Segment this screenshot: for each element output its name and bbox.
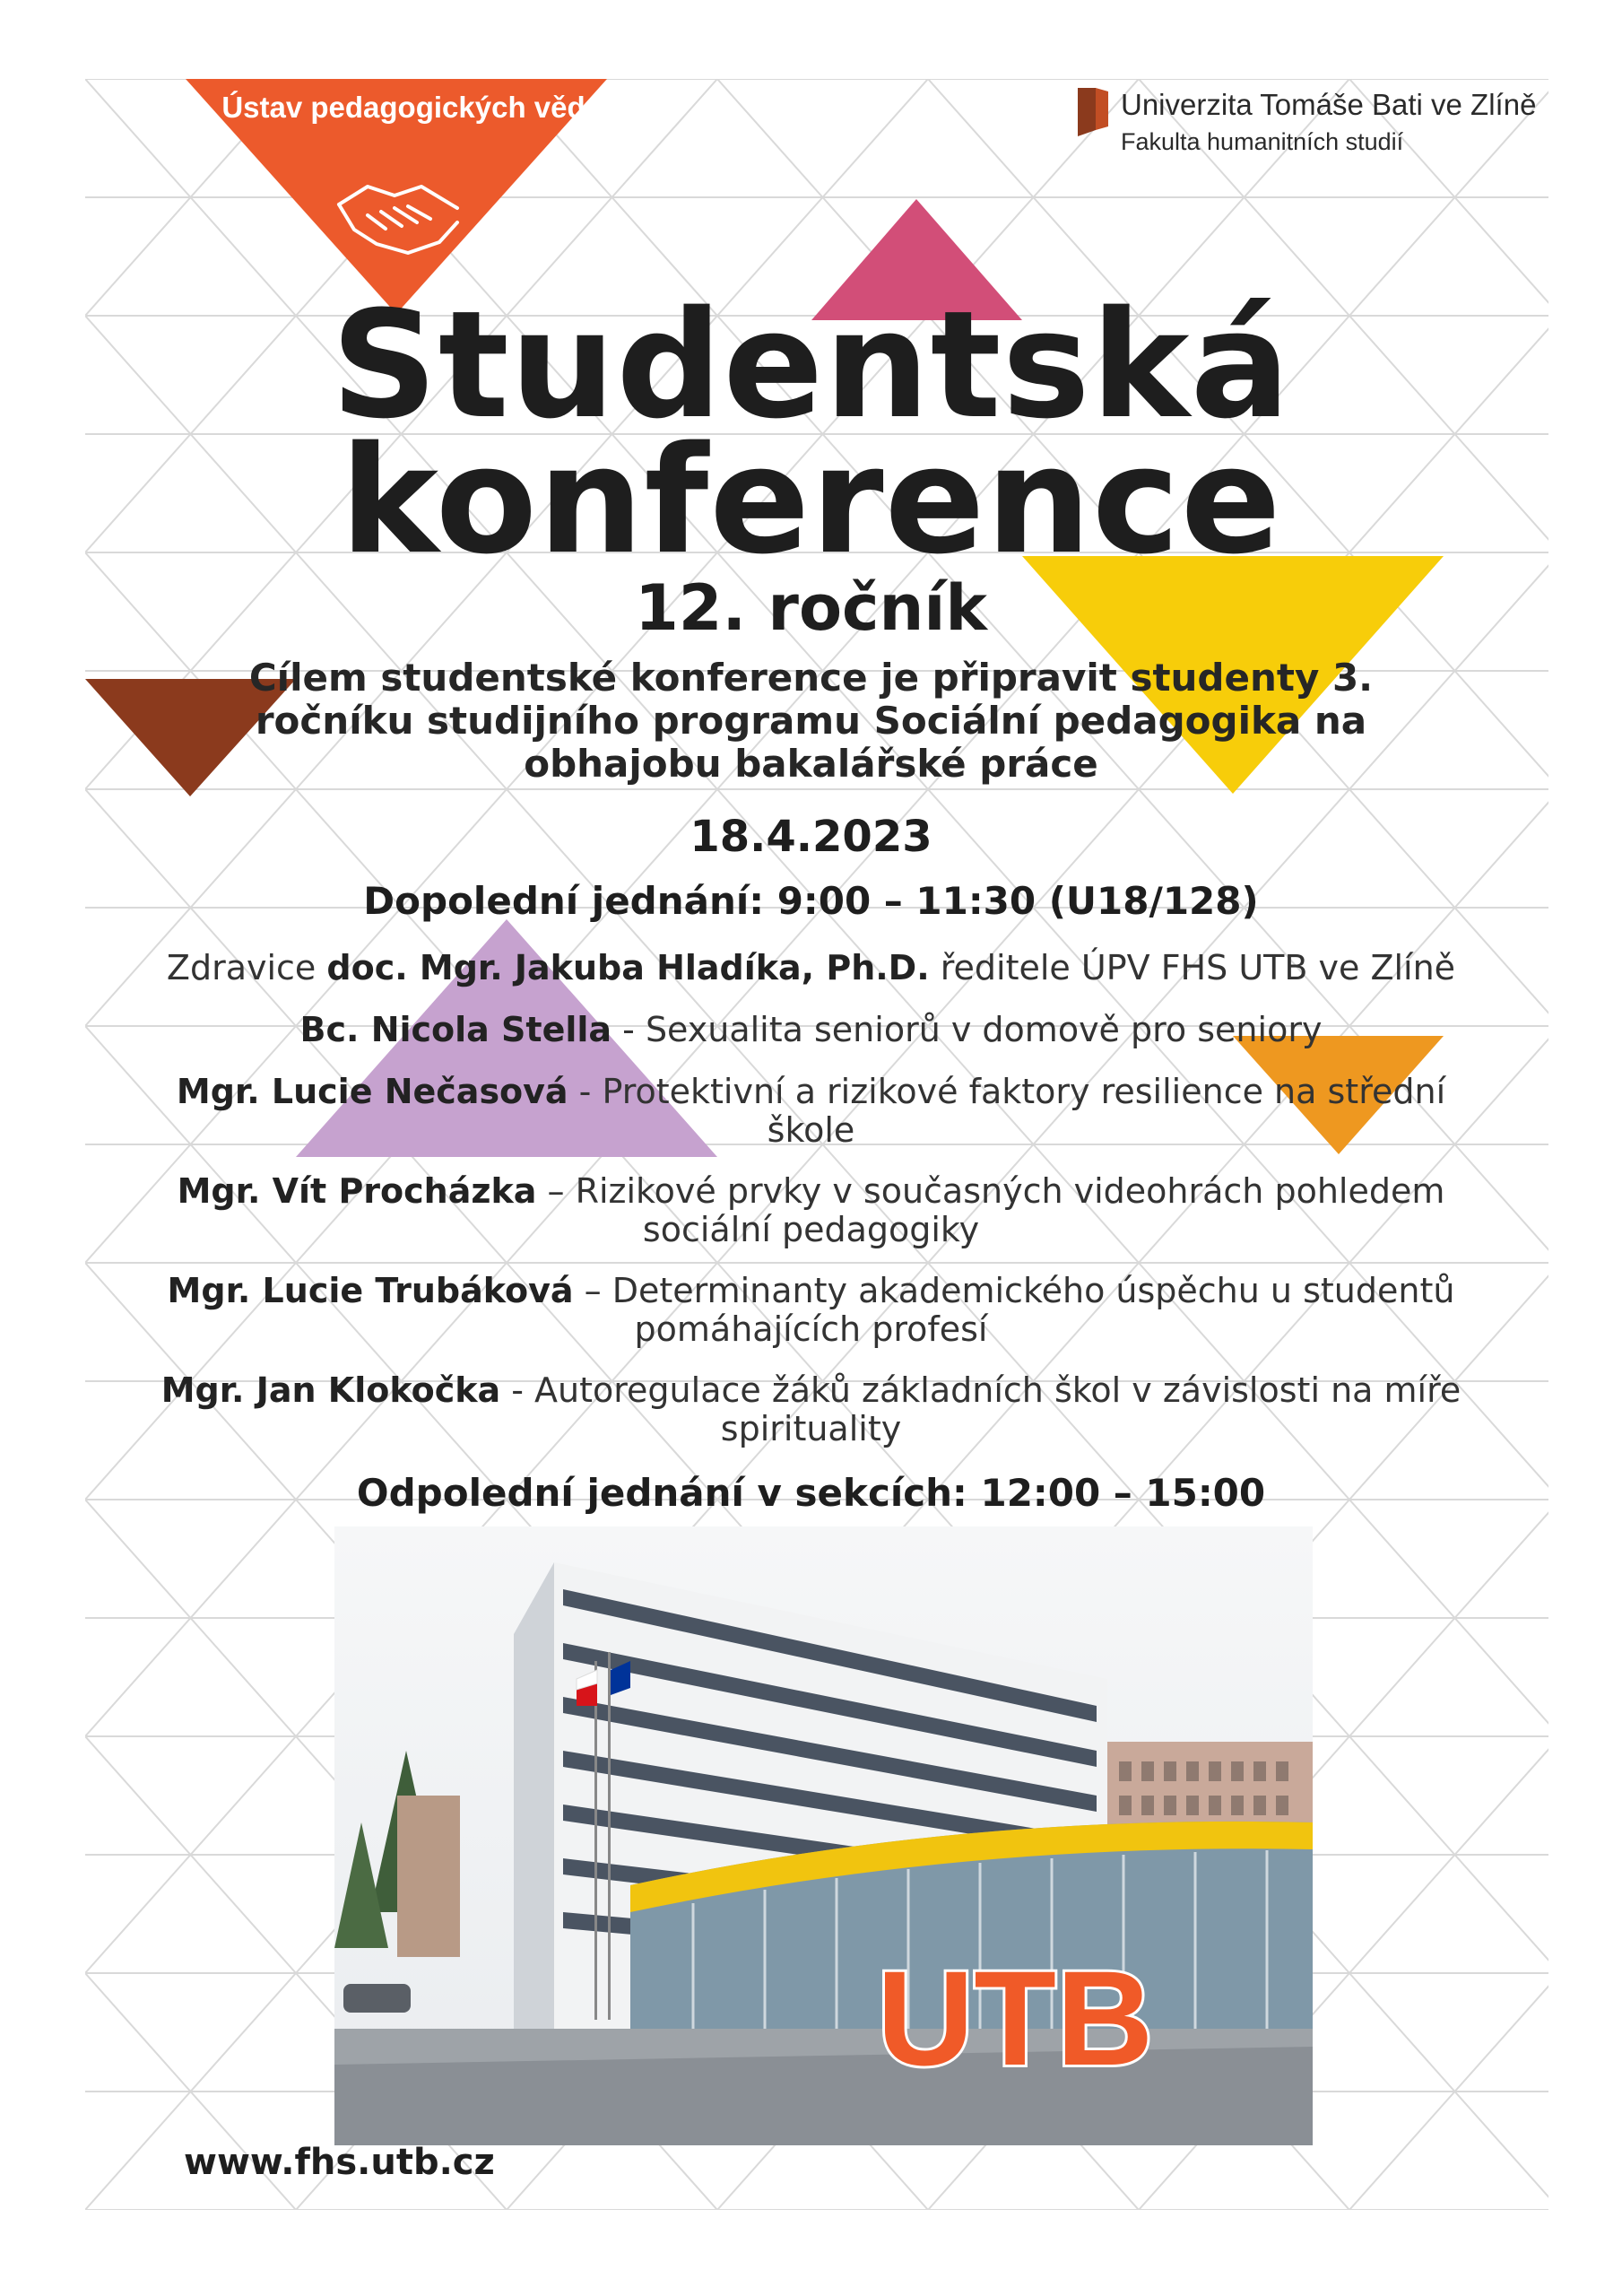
goal-line-1: Cílem studentské konference je připravit studenty 3. <box>248 656 1374 700</box>
title-line-1: Studentská <box>331 279 1291 451</box>
talk-item <box>0 1371 1622 1448</box>
talk-item <box>0 1011 1622 1049</box>
talk-title: Protektivní a rizikové faktory resilience na střední <box>602 1072 1446 1111</box>
talk-speaker: Bc. Nicola Stella <box>299 1010 612 1049</box>
utb-sign: UTB <box>877 1943 1154 2093</box>
title-line-2: konference <box>340 414 1282 587</box>
talk-speaker: Mgr. Jan Klokočka <box>160 1370 501 1410</box>
talk-separator: - <box>568 1072 603 1111</box>
university-name: Univerzita Tomáše Bati ve Zlíně <box>1121 88 1537 121</box>
edition: 12. ročník <box>635 571 987 645</box>
afternoon-session: Odpolední jednání v sekcích: 12:00 – 15:00 <box>356 1471 1266 1515</box>
greeting-prefix: Zdravice <box>166 948 327 987</box>
talk-speaker: Mgr. Vít Procházka <box>177 1171 537 1211</box>
faculty-name: Fakulta humanitních studií <box>1121 128 1404 155</box>
talk-title-cont: sociální pedagogiky <box>642 1210 980 1249</box>
greeting-name: doc. Mgr. Jakuba Hladíka, Ph.D. <box>326 948 930 987</box>
goal-line-3: obhajobu bakalářské práce <box>524 742 1098 786</box>
morning-session: Dopolední jednání: 9:00 – 11:30 (U18/128) <box>363 879 1259 923</box>
talk-speaker: Mgr. Lucie Trubáková <box>167 1271 574 1310</box>
talk-title-cont: pomáhajících profesí <box>634 1309 988 1349</box>
talk-item <box>0 1172 1622 1249</box>
talk-title: Autoregulace žáků základních škol v závislosti na míře <box>534 1370 1462 1410</box>
university-book-icon <box>1078 88 1108 136</box>
institute-name: Ústav pedagogických věd <box>221 91 585 124</box>
talk-separator: - <box>612 1010 646 1049</box>
goal-line-2: ročníku studijního programu Sociální pedagogika na <box>255 699 1367 743</box>
building-photo <box>334 1526 1313 2145</box>
talk-title: Rizikové prvky v současných videohrách pohledem <box>575 1171 1445 1211</box>
talk-separator: – <box>536 1171 576 1211</box>
website-url: www.fhs.utb.cz <box>184 2142 495 2183</box>
talk-title-cont: škole <box>767 1110 855 1150</box>
talk-item <box>0 1272 1622 1349</box>
talk-item <box>0 1073 1622 1150</box>
greeting <box>0 949 1622 987</box>
talk-title: Sexualita seniorů v domově pro seniory <box>645 1010 1323 1049</box>
conference-date: 18.4.2023 <box>690 812 932 862</box>
talk-speaker: Mgr. Lucie Nečasová <box>176 1072 568 1111</box>
talk-separator: – <box>573 1271 612 1310</box>
talk-separator: - <box>500 1370 535 1410</box>
talk-title-cont: spirituality <box>720 1409 902 1448</box>
greeting-suffix: ředitele ÚPV FHS UTB ve Zlíně <box>929 948 1456 987</box>
talk-title: Determinanty akademického úspěchu u studentů <box>612 1271 1455 1310</box>
